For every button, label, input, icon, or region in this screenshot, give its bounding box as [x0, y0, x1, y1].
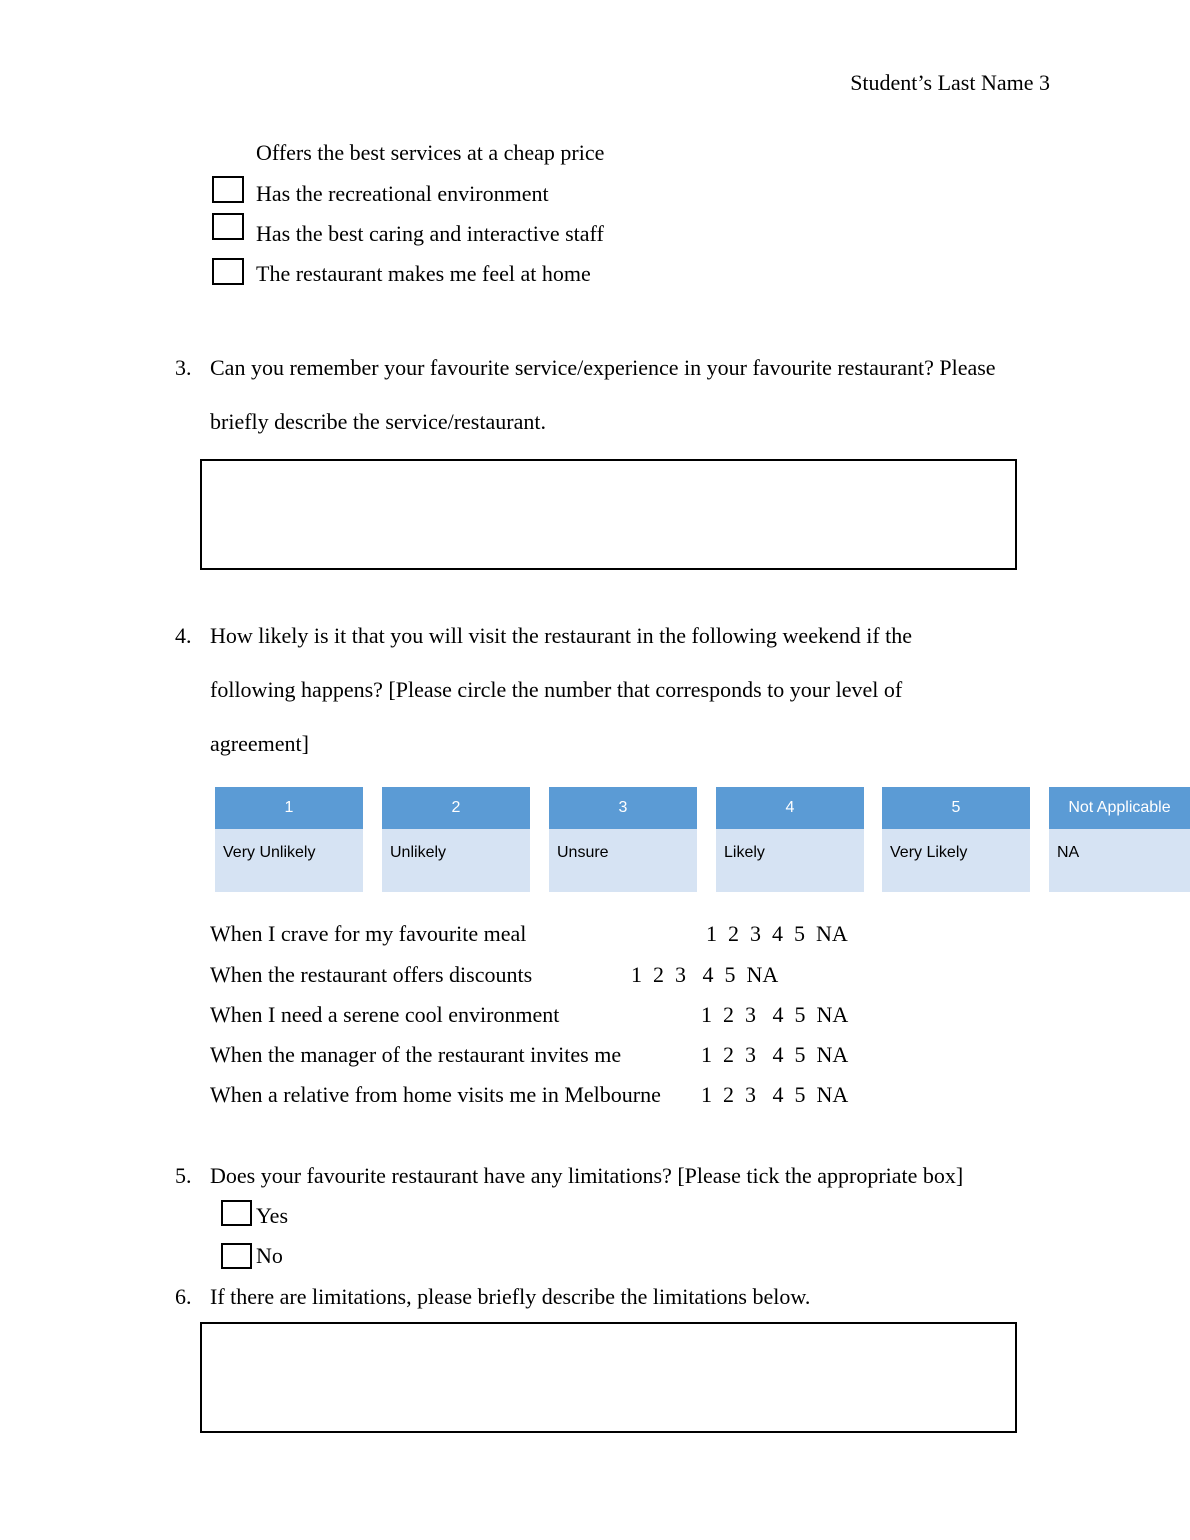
- question-text: Does your favourite restaurant have any limitations? [Please tick the appropriate box]: [210, 1163, 964, 1188]
- question-number: 4.: [175, 623, 192, 648]
- scale-label: Very Likely: [882, 829, 1030, 892]
- answer-box[interactable]: [200, 1322, 1017, 1433]
- answer-box[interactable]: [200, 459, 1017, 570]
- option-no-label: No: [256, 1243, 283, 1268]
- rating-options[interactable]: 1 2 3 4 5 NA: [701, 1002, 849, 1027]
- scale-head: 4: [716, 787, 864, 829]
- rating-options[interactable]: 1 2 3 4 5 NA: [706, 921, 848, 946]
- scale-column: [882, 787, 1030, 892]
- scale-label: Unlikely: [382, 829, 530, 892]
- rating-options[interactable]: 1 2 3 4 5 NA: [701, 1082, 849, 1107]
- question-text: Can you remember your favourite service/experience in your favourite restaurant? Please: [210, 355, 996, 380]
- scale-column: [215, 787, 363, 892]
- question-text: If there are limitations, please briefly describe the limitations below.: [210, 1284, 811, 1309]
- statement-text: When I need a serene cool environment: [210, 1002, 560, 1027]
- question-number: 6.: [175, 1284, 192, 1309]
- scale-head: 3: [549, 787, 697, 829]
- option-text: Has the best caring and interactive staff: [256, 221, 604, 246]
- rating-options[interactable]: 1 2 3 4 5 NA: [631, 962, 779, 987]
- scale-column: [1049, 787, 1190, 892]
- rating-options[interactable]: 1 2 3 4 5 NA: [701, 1042, 849, 1067]
- question-text: following happens? [Please circle the number that corresponds to your level of: [210, 677, 903, 702]
- question-text: briefly describe the service/restaurant.: [210, 409, 546, 434]
- scale-head: Not Applicable: [1049, 787, 1190, 829]
- scale-column: [549, 787, 697, 892]
- scale-label: NA: [1049, 829, 1190, 892]
- question-number: 3.: [175, 355, 192, 380]
- option-text: Offers the best services at a cheap price: [256, 140, 605, 165]
- statement-text: When I crave for my favourite meal: [210, 921, 527, 946]
- scale-head: 5: [882, 787, 1030, 829]
- checkbox[interactable]: [212, 213, 244, 240]
- page-header: Student’s Last Name 3: [850, 70, 1050, 95]
- option-yes-label: Yes: [256, 1203, 289, 1228]
- option-text: Has the recreational environment: [256, 181, 549, 206]
- checkbox[interactable]: [212, 258, 244, 285]
- scale-column: [716, 787, 864, 892]
- scale-column: [382, 787, 530, 892]
- checkbox[interactable]: [212, 176, 244, 203]
- scale-head: 1: [215, 787, 363, 829]
- statement-text: When a relative from home visits me in Melbourne: [210, 1082, 661, 1107]
- question-text: How likely is it that you will visit the restaurant in the following weekend if the: [210, 623, 913, 648]
- scale-label: Unsure: [549, 829, 697, 892]
- scale-label: Likely: [716, 829, 864, 892]
- checkbox-no[interactable]: [221, 1243, 252, 1269]
- statement-text: When the restaurant offers discounts: [210, 962, 533, 987]
- question-text: agreement]: [210, 731, 309, 756]
- scale-head: 2: [382, 787, 530, 829]
- option-text: The restaurant makes me feel at home: [256, 261, 591, 286]
- question-number: 5.: [175, 1163, 192, 1188]
- statement-text: When the manager of the restaurant invites me: [210, 1042, 622, 1067]
- checkbox-yes[interactable]: [221, 1200, 252, 1226]
- scale-label: Very Unlikely: [215, 829, 363, 892]
